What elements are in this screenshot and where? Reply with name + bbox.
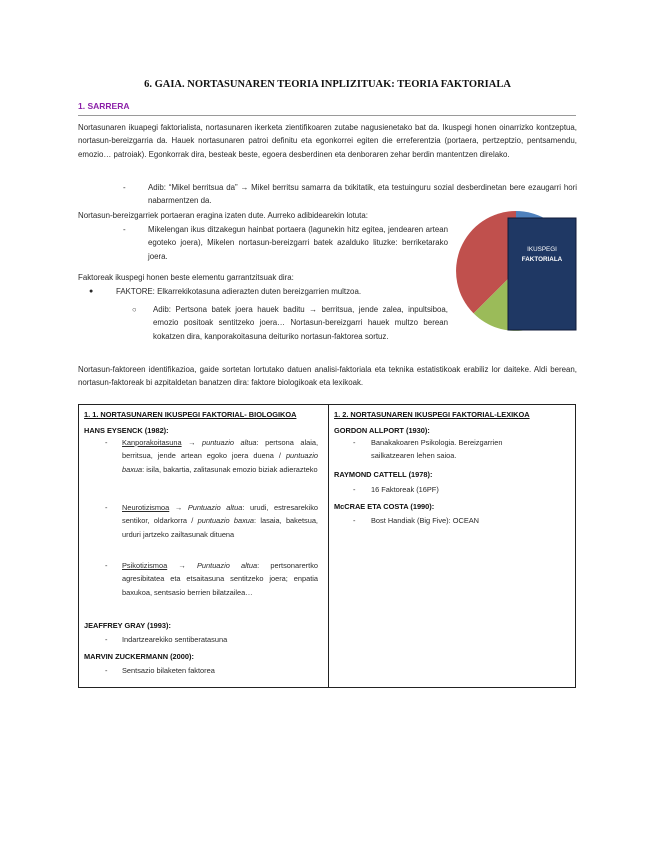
column-header-lexical: 1. 2. NORTASUNAREN IKUSPEGI FAKTORIAL-LEXIKOA <box>334 410 530 419</box>
theories-table <box>78 404 576 688</box>
circle-bullet: ○ <box>132 305 137 314</box>
example-1: Adib: “Mikel berritsua da” → Mikel berritsu samarra da txikitatik, eta testuinguru sozial desberdinetan bere ezaugarri hori nabarmentzen da. <box>148 183 577 206</box>
dash-bullet: - <box>105 438 108 447</box>
dash-bullet: - <box>105 503 108 512</box>
term-neurotizismoa: Neurotizismoa <box>122 503 170 512</box>
figure-label-line1: IKUSPEGI <box>527 246 557 253</box>
score-low: puntuazio baxua <box>197 516 255 526</box>
desc-high: : pertsonarertko agresibitatea eta etsaitasuna sentitzeko joera; enpatia baxukoa, sentsasio berrien bilatzailea… <box>122 561 319 597</box>
section-heading: 1. SARRERA <box>78 101 130 111</box>
column-biological <box>79 405 329 687</box>
eysenck-item-neuroticism <box>122 501 318 541</box>
eysenck-item-psychoticism <box>122 559 318 599</box>
score-high: Puntuazio altua <box>187 503 243 512</box>
author-allport: GORDON ALLPORT (1930): <box>334 426 430 435</box>
desc-high: : pertsona alaia, berritsua, jende artean egoko joera duena / <box>122 438 319 461</box>
factor-example: Adib: Pertsona batek joera hauek baditu → berritsua, jende zalea, inpultsiboa, emozio positoak sentitzeko joera… Nortasun-bereizgarri hauek multzo berean kokatzen dira, kanporakoitasuna deituriko nortasun-faktorea sortuz. <box>153 305 448 341</box>
dash-bullet: - <box>105 635 108 644</box>
column-header-biological: 1. 1. NORTASUNAREN IKUSPEGI FAKTORIAL- BIOLOGIKOA <box>84 410 297 419</box>
dot-bullet: ● <box>89 288 94 295</box>
author-eysenck: HANS EYSENCK (1982): <box>84 426 169 435</box>
term-psikotizismoa: Psikotizismoa <box>122 561 168 570</box>
cattell-item: 16 Faktoreak (16PF) <box>371 485 439 494</box>
example-2: Mikelengan ikus ditzakegun hainbat portaera (lagunekin hitz egitea, jendearen artean egoteko joera), Mikelen nortasun-bereizgarri batek azalduko lituzke: berriketarako joera. <box>148 225 448 261</box>
document-title: 6. GAIA. NORTASUNAREN TEORIA INPLIZITUAK: TEORIA FAKTORIALA <box>144 79 511 90</box>
closing-paragraph: Nortasun-faktoreen identifikazioa, gaide sortetan lortutako datuen analisi-faktoriala eta teknika estatistikoak erabiliz lor daiteke. Aldi berean, nortasun-faktoreak bi azpitaldetan banatzen dira: faktore biologikoak eta lexikoak. <box>78 365 577 388</box>
gray-item: Indartzearekiko sentiberatasuna <box>122 635 228 644</box>
author-zuckerman: MARVIN ZUCKERMANN (2000): <box>84 652 194 661</box>
author-gray: JEAFFREY GRAY (1993): <box>84 621 171 630</box>
arrow: → <box>169 503 188 512</box>
dash-bullet: - <box>353 485 356 494</box>
desc-low: : lasaia, baketsua, urduri jartzeko zailtasunak dituena <box>122 516 318 539</box>
author-costa: McCRAE ETA COSTA (1990): <box>334 502 435 511</box>
intro-paragraph: Nortasunaren ikuapegi faktorialista, nortasunaren ikerketa zientifikoaren zutabe nagusienetako bat da. Ikuspegi honen oinarrizko kontzeptua, nortasun-bereizgarria da. Hauek nortasunaren patroi definitu eta egonkorrei egiten die erreferentzia (portaera, pertzeptzio, pentsamendu, emozio… patroiak). Egonkorrak dira, besteak beste, egoera desberdinen eta denboraren zehar berdin mantentzen direlako. <box>78 123 577 159</box>
column-lexical <box>329 405 575 687</box>
author-cattell: RAYMOND CATTELL (1978): <box>334 470 433 479</box>
faktoriala-figure <box>454 208 578 334</box>
label-box <box>508 218 576 330</box>
score-high: Puntuazio altua <box>196 561 258 570</box>
allport-item: Banakakoaren Psikologia. Bereizgarrien sailkatzearen lehen saioa. <box>371 438 503 461</box>
dash-bullet: - <box>123 183 126 192</box>
term-kanporakoitasuna: Kanporakoitasuna <box>122 438 182 447</box>
eysenck-item-extraversion <box>122 436 318 476</box>
arrow: → <box>167 561 197 570</box>
dash-bullet: - <box>105 561 108 570</box>
factor-definition: FAKTORE: Elkarrekikotasuna adierazten duten bereizgarrien multzoa. <box>116 287 362 296</box>
score-low: puntuazio baxua <box>122 451 318 474</box>
arrow: → <box>181 438 202 447</box>
trait-sentence: Nortasun-bereizgarriek portaeran eragina izaten dute. Aurreko adibidearekin lotuta: <box>78 211 368 220</box>
desc-low: : isila, bakartia, zalitasunak emozio biziak adierazteko <box>142 464 318 474</box>
score-high: puntuazio altua <box>201 438 257 447</box>
zuckerman-item: Sentsazio bilaketen faktorea <box>122 666 215 675</box>
dash-bullet: - <box>353 516 356 525</box>
dash-bullet: - <box>123 225 126 234</box>
section-divider <box>78 115 576 116</box>
dash-bullet: - <box>353 438 356 447</box>
costa-item: Bost Handiak (Big Five): OCEAN <box>371 516 480 525</box>
desc-high: : urudi, estresarekiko sentikor, oldarkorra / <box>122 503 319 526</box>
dash-bullet: - <box>105 666 108 675</box>
figure-label-line2: FAKTORIALA <box>521 256 563 263</box>
factors-sentence: Faktoreak ikuspegi honen beste elementu garrantzitsuak dira: <box>78 273 294 282</box>
